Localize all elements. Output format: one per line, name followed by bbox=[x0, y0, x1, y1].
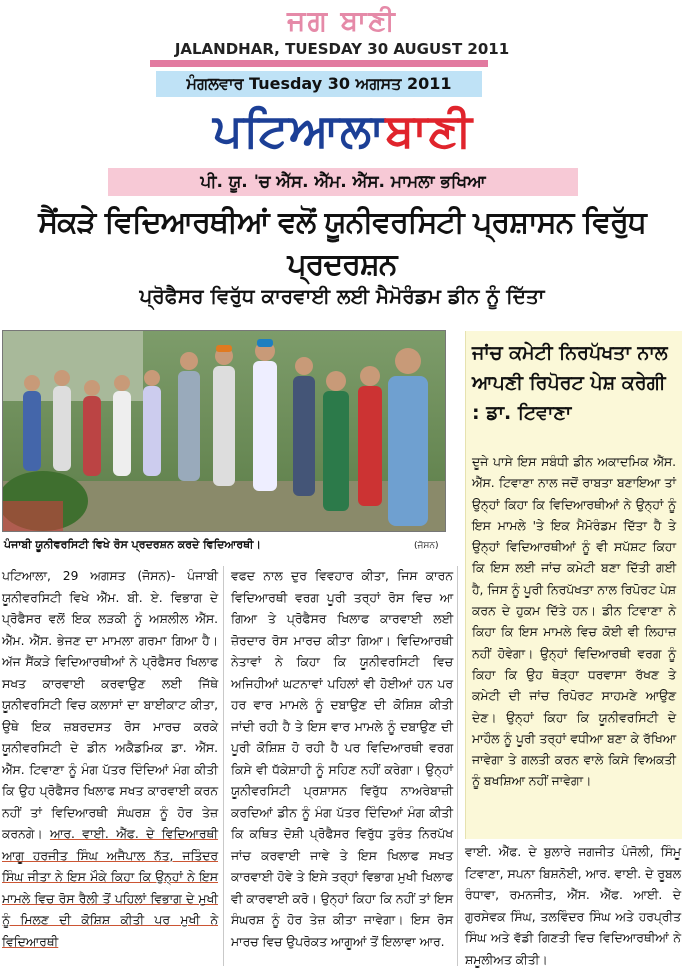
section-title-part1: ਪਟਿਆਲਾ bbox=[213, 103, 386, 157]
article-column-4: ਵਾਈ. ਐੱਫ. ਦੇ ਬੁਲਾਰੇ ਜਗਜੀਤ ਪੰਜੋਲੀ, ਸਿੰਮੂ ਟਿਵਾਣਾ, ਸਪਨਾ ਬਿਸ਼ਨੋਈ, ਆਰ. ਵਾਈ. ਦੇ ਰੂਬਲ ਰੰਧਾਵਾ, ਰਮਨਜੀਤ, ਐੱਸ. ਐੱਫ. ਆਈ. ਦੇ ਗੁਰਸੇਵਕ ਸਿੰਘ, ਤਲਵਿੰਦਰ ਸਿੰਘ ਅਤੇ ਹਰਪ੍ਰੀਤ ਸਿੰਘ ਅਤੇ ਵੱਡੀ ਗਿਣਤੀ ਵਿਚ ਵਿਦਿਆਰਥੀਆਂ ਨੇ ਸ਼ਮੂਲੀਅਤ ਕੀਤੀ। bbox=[465, 845, 681, 967]
photo-credit: (ਜੋਸਨ) bbox=[414, 541, 439, 551]
article-column-2: ਵਫਦ ਨਾਲ ਦੁਰ ਵਿਵਹਾਰ ਕੀਤਾ, ਜਿਸ ਕਾਰਨ ਵਿਦਿਆਰਥੀ ਵਰਗ ਪੂਰੀ ਤਰ੍ਹਾਂ ਰੋਸ ਵਿਚ ਆ ਗਿਆ ਤੇ ਪ੍ਰੋਫੈਸਰ ਖਿਲਾਫ ਕਾਰਵਾਈ ਲਈ ਜ਼ੋਰਦਾਰ ਰੋਸ ਮਾਰਚ ਕੀਤਾ ਗਿਆ। ਵਿਦਿਆਰਥੀ ਨੇਤਾਵਾਂ ਨੇ ਕਿਹਾ ਕਿ ਯੂਨੀਵਰਸਿਟੀ ਵਿਚ ਅਜਿਹੀਆਂ ਘਟਨਾਵਾਂ ਪਹਿਲਾਂ ਵੀ ਹੋਈਆਂ ਹਨ ਪਰ ਹਰ ਵਾਰ ਮਾਮਲੇ ਨੂੰ ਦਬਾਉਣ ਦੀ ਕੋਸ਼ਿਸ਼ ਕੀਤੀ ਜਾਂਦੀ ਰਹੀ ਹੈ ਤੇ ਇਸ ਵਾਰ ਮਾਮਲੇ ਨੂੰ ਦਬਾਉਣ ਦੀ ਪੂਰੀ ਕੋਸ਼ਿਸ਼ ਹੋ ਰਹੀ ਹੈ ਪਰ ਵਿਦਿਆਰਥੀ ਵਰਗ ਕਿਸੇ ਵੀ ਧੱਕੇਸ਼ਾਹੀ ਨੂੰ ਸਹਿਣ ਨਹੀਂ ਕਰੇਗਾ। ਉਨ੍ਹਾਂ ਯੂਨੀਵਰਸਿਟੀ ਪ੍ਰਸ਼ਾਸਨ ਵਿਰੁੱਧ ਨਾਅਰੇਬਾਜ਼ੀ ਕਰਦਿਆਂ ਡੀਨ ਨੂੰ ਮੰਗ ਪੱਤਰ ਦਿੰਦਿਆਂ ਮੰਗ ਕੀਤੀ ਕਿ ਕਥਿਤ ਦੋਸ਼ੀ ਪ੍ਰੋਫੈਸਰ ਵਿਰੁੱਧ ਤੁਰੰਤ ਨਿਰਪੱਖ ਜਾਂਚ ਕਰਵਾਈ ਜਾਵੇ ਤੇ ਇਸ ਖਿਲਾਫ ਸਖਤ ਕਾਰਵਾਈ ਹੋਵੇ ਤੇ ਇਸੇ ਤਰ੍ਹਾਂ ਵਿਭਾਗ ਮੁਖੀ ਖਿਲਾਫ ਵੀ ਕਾਰਵਾਈ ਕਰੋ। ਉਨ੍ਹਾਂ ਕਿਹਾ ਕਿ ਨਹੀਂ ਤਾਂ ਇਸ ਸੰਘਰਸ਼ ਨੂੰ ਹੋਰ ਤੇਜ਼ ਕੀਤਾ ਜਾਵੇਗਾ। ਇਸ ਰੋਸ ਮਾਰਚ ਵਿਚ ਉਪਰੋਕਤ ਆਗੂਆਂ ਤੋਂ ਇਲਾਵਾ ਆਰ. bbox=[231, 569, 453, 949]
column-1-text-b: ਆਰ. ਵਾਈ. ਐੱਫ. ਦੇ ਵਿਦਿਆਰਥੀ ਆਗੂ ਹਰਜੀਤ ਸਿੰਘ ਅਜੈਪਾਲ ਨੱਤ, ਜਤਿੰਦਰ ਸਿੰਘ ਜੀਤਾ ਨੇ ਇਸ ਮੌਕੇ ਕਿਹਾ ਕਿ ਉਨ੍ਹਾਂ ਨੇ ਇਸ ਮਾਮਲੇ ਵਿਚ ਰੋਸ ਰੈਲੀ ਤੋਂ ਪਹਿਲਾਂ ਵਿਭਾਗ ਦੇ ਮੁਖੀ ਨੂੰ ਮਿਲਣ ਦੀ ਕੋਸ਼ਿਸ਼ ਕੀਤੀ ਪਰ ਮੁਖੀ ਨੇ ਵਿਦਿਆਰਥੀ bbox=[2, 827, 218, 949]
date-box: ਮੰਗਲਵਾਰ Tuesday 30 ਅਗਸਤ 2011 bbox=[156, 71, 482, 97]
photo-caption: ਪੰਜਾਬੀ ਯੂਨੀਵਰਸਿਟੀ ਵਿਖੇ ਰੋਸ ਪ੍ਰਦਰਸ਼ਨ ਕਰਦੇ ਵਿਦਿਆਰਥੀ। bbox=[4, 538, 261, 551]
protest-photo bbox=[2, 330, 446, 532]
section-title bbox=[98, 100, 588, 160]
subheadline: ਪ੍ਰੋਫੈਸਰ ਵਿਰੁੱਧ ਕਾਰਵਾਈ ਲਈ ਮੈਮੋਰੰਡਮ ਡੀਨ ਨੂੰ ਦਿੱਤਾ bbox=[139, 284, 545, 308]
protest-photo-illustration bbox=[3, 331, 445, 531]
sidebar-headline: ਜਾਂਚ ਕਮੇਟੀ ਨਿਰਪੱਖਤਾ ਨਾਲ ਆਪਣੀ ਰਿਪੋਰਟ ਪੇਸ਼ ਕਰੇਗੀ : ਡਾ. ਟਿਵਾਣਾ bbox=[472, 342, 668, 424]
headline: ਸੈਂਕੜੇ ਵਿਦਿਆਰਥੀਆਂ ਵਲੋਂ ਯੂਨੀਵਰਸਿਟੀ ਪ੍ਰਸ਼ਾਸਨ ਵਿਰੁੱਧ ਪ੍ਰਦਰਸ਼ਨ bbox=[38, 205, 646, 282]
divider-bar bbox=[150, 60, 488, 67]
kicker: ਪੀ. ਯੂ. 'ਚ ਐੱਸ. ਐੱਮ. ਐੱਸ. ਮਾਮਲਾ ਭਖਿਆ bbox=[108, 168, 578, 196]
column-divider bbox=[457, 566, 458, 966]
section-title-part2: ਬਾਣੀ bbox=[385, 103, 473, 157]
sidebar-body: ਦੂਜੇ ਪਾਸੇ ਇਸ ਸਬੰਧੀ ਡੀਨ ਅਕਾਦਮਿਕ ਐੱਸ. ਐੱਸ. ਟਿਵਾਣਾ ਨਾਲ ਜਦੋਂ ਰਾਬਤਾ ਬਣਾਇਆ ਤਾਂ ਉਨ੍ਹਾਂ ਕਿਹਾ ਕਿ ਵਿਦਿਆਰਥੀਆਂ ਨੇ ਉਨ੍ਹਾਂ ਨੂੰ ਇਸ ਮਾਮਲੇ 'ਤੇ ਇਕ ਮੈਮੋਰੰਡਮ ਦਿੱਤਾ ਹੈ ਤੇ ਉਨ੍ਹਾਂ ਵਿਦਿਆਰਥੀਆਂ ਨੂੰ ਵੀ ਸਪੱਸ਼ਟ ਕਿਹਾ ਕਿ ਇਸ ਲਈ ਜਾਂਚ ਕਮੇਟੀ ਬਣਾ ਦਿੱਤੀ ਗਈ ਹੈ, ਜਿਸ ਨੂੰ ਪੂਰੀ ਨਿਰਪੱਖਤਾ ਨਾਲ ਰਿਪੋਰਟ ਪੇਸ਼ ਕਰਨ ਦੇ ਹੁਕਮ ਦਿੱਤੇ ਹਨ। ਡੀਨ ਟਿਵਾਣਾ ਨੇ ਕਿਹਾ ਕਿ ਇਸ ਮਾਮਲੇ ਵਿਚ ਕੋਈ ਵੀ ਲਿਹਾਜ਼ ਨਹੀਂ ਹੋਵੇਗਾ। ਉਨ੍ਹਾਂ ਵਿਦਿਆਰਥੀ ਵਰਗ ਨੂੰ ਕਿਹਾ ਕਿ ਉਹ ਥੋੜ੍ਹਾ ਧਰਵਾਸਾ ਰੱਖਣ ਤੇ ਕਮੇਟੀ ਦੀ ਜਾਂਚ ਰਿਪੋਰਟ ਸਾਹਮਣੇ ਆਉਣ ਦੇਣ। ਉਨ੍ਹਾਂ ਕਿਹਾ ਕਿ ਯੂਨੀਵਰਸਿਟੀ ਦੇ ਮਾਹੌਲ ਨੂੰ ਪੂਰੀ ਤਰ੍ਹਾਂ ਵਧੀਆ ਬਣਾ ਕੇ ਰੱਖਿਆ ਜਾਵੇਗਾ ਤੇ ਗਲਤੀ ਕਰਨ ਵਾਲੇ ਕਿਸੇ ਵਿਅਕਤੀ ਨੂੰ ਬਖਸ਼ਿਆ ਨਹੀਂ ਜਾਵੇਗਾ। bbox=[472, 455, 676, 789]
newspaper-brand: ਜਗ ਬਾਣੀ bbox=[287, 4, 397, 37]
column-divider bbox=[223, 566, 224, 966]
article-column-1 bbox=[2, 566, 218, 953]
column-1-text: ਪਟਿਆਲਾ, 29 ਅਗਸਤ (ਜੋਸਨ)- ਪੰਜਾਬੀ ਯੂਨੀਵਰਸਿਟੀ ਵਿਖੇ ਐੱਮ. ਬੀ. ਏ. ਵਿਭਾਗ ਦੇ ਪ੍ਰੋਫੈਸਰ ਵਲੋਂ ਇਕ ਲੜਕੀ ਨੂੰ ਅਸ਼ਲੀਲ ਐੱਸ. ਐੱਮ. ਐੱਸ. ਭੇਜਣ ਦਾ ਮਾਮਲਾ ਗਰਮਾ ਗਿਆ ਹੈ। ਅੱਜ ਸੈਂਕੜੇ ਵਿਦਿਆਰਥੀਆਂ ਨੇ ਪ੍ਰੋਫੈਸਰ ਖਿਲਾਫ ਸਖਤ ਕਾਰਵਾਈ ਕਰਵਾਉਣ ਲਈ ਜਿੱਥੇ ਯੂਨੀਵਰਸਿਟੀ ਵਿਚ ਕਲਾਸਾਂ ਦਾ ਬਾਈਕਾਟ ਕੀਤਾ, ਉਥੇ ਇਕ ਜ਼ਬਰਦਸਤ ਰੋਸ ਮਾਰਚ ਕਰਕੇ ਯੂਨੀਵਰਸਿਟੀ ਦੇ ਡੀਨ ਅਕੈਡਮਿਕ ਡਾ. ਐੱਸ. ਐੱਸ. ਟਿਵਾਣਾ ਨੂੰ ਮੰਗ ਪੱਤਰ ਦਿੰਦਿਆਂ ਮੰਗ ਕੀਤੀ ਕਿ ਉਹ ਪ੍ਰੋਫੈਸਰ ਖਿਲਾਫ ਸਖਤ ਕਾਰਵਾਈ ਕਰਨ ਨਹੀਂ ਤਾਂ ਵਿਦਿਆਰਥੀ ਸੰਘਰਸ਼ ਨੂੰ ਹੋਰ ਤੇਜ਼ ਕਰਨਗੇ। bbox=[2, 569, 218, 841]
dateline: JALANDHAR, TUESDAY 30 AUGUST 2011 bbox=[174, 40, 510, 58]
